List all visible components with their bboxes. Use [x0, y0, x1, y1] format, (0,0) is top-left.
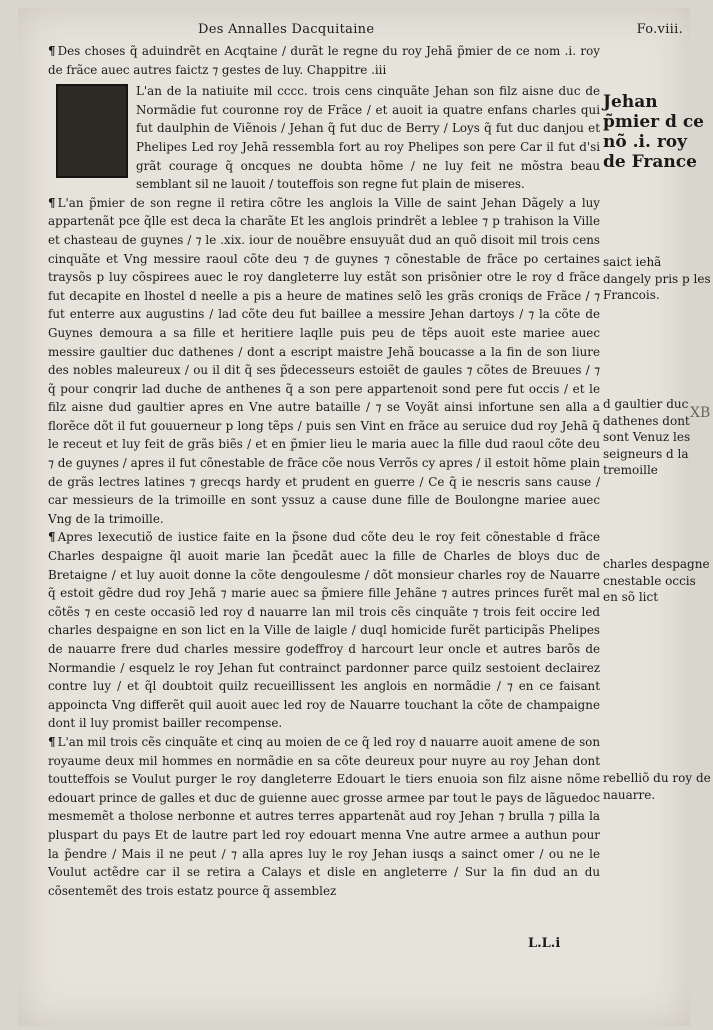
pilcrow-icon: ¶	[48, 195, 56, 210]
book-page	[18, 8, 711, 1026]
marginal-note: rebelliõ du roy de nauarre.	[603, 771, 711, 802]
marginal-note: saict iehã dangely pris p les Francois.	[603, 255, 711, 302]
marginal-note: d gaultier duc dathenes dont sont Venuz les seigneurs d la tremoille	[603, 397, 691, 477]
marginal-note: charles despagne cnestable occis en sõ lict	[603, 557, 710, 604]
folio-number: Fo.viii.	[636, 22, 683, 37]
signature-mark: L.L.i	[528, 936, 561, 951]
paragraph: ¶ L'an mil trois cẽs cinquãte et cinq au moien de ce q̃ led roy d nauarre auoit amene de son royaume deux mil hommes en normãdie en sa cõte deureux pour nuyre au roy Jehan dont toutteffois se Voulut purger le roy dangleterre Edouart le tiers enuoia son filz aisne nõme edouart prince de galles et duc de guienne auec grosse armee par tout le pays de lãguedoc mesmemẽt a tholose nerbonne et autres terres appartenãt aud roy Jehan ⁊ brulla ⁊ pilla la pluspart du pays Et de lautre part led roy edouart menna Vne autre armee a authun pour la p̃endre / Mais il ne peut / ⁊ alla apres luy le roy Jehan iusqs a sainct omer / ou ne le Voulut actẽdre car il se retira a Calays et disle en angleterre / Sur la fin dud an du cõsentemẽt des trois estatz pource q̃ assemblez	[48, 734, 600, 898]
paragraph: ¶ Apres lexecutiõ de iustice faite en la p̃sone dud cõte deu le roy feit cõnestable d frãce Charles despaigne q̃l auoit marie lan p̃cedãt auec la fille de Charles de bloys duc de Bretaigne / et luy auoit donne la cõte dengoulesme / dõt monsieur charles roy de Nauarre q̃ estoit gẽdre dud roy Jehã ⁊ marie auec sa p̃miere fille Jehãne ⁊ autres princes furẽt mal cõtẽs ⁊ en ceste occasiõ led roy d nauarre lan mil trois cẽs cinquãte ⁊ trois feit occire led charles despaigne en son lict en la Ville de laigle / duql homicide furẽt participãs Phelipes de nauarre frere dud charles messire godeffroy d harcourt leur oncle et autres barõs de Normandie / esquelz le roy Jehan fut contrainct pardonner parce quilz sestoient declairez contre luy / et q̃l doubtoit quilz recueillissent les anglois en normãdie / ⁊ en ce faisant appoincta Vng differẽt quil auoit auec led roy de Nauarre touchant la cõte de champaigne dont il luy promist bailler recompense.	[48, 530, 600, 731]
pencil-annotation: XB	[690, 405, 711, 421]
marginal-note: Jehan p̃mier d ce nõ .i. roy de France	[603, 92, 704, 172]
paragraph: L'an de la natiuite mil cccc. trois cens cinquãte Jehan son filz aisne duc de Normãdie fut couronne roy de Frãce / et auoit ia quatre enfans charles qui fut daulphin de Viẽnois / Jehan q̃ fut duc de Berry / Loys q̃ fut duc danjou et Phelipes Led roy Jehã ressembla fort au roy Phelipes son pere Car il fut d'si grãt courage q̃ oncques ne doubta hõme / ne luy feit ne mõstra beau semblant sil ne lauoit / touteffois son regne fut plain de miseres.	[48, 82, 600, 194]
pilcrow-icon: ¶	[48, 44, 56, 58]
chapter-heading: ¶ Des choses q̃ aduindrẽt en Acqtaine / durãt le regne du roy Jehã p̃mier de ce nom .i. roy de frãce auec autres faictz ⁊ gestes de luy. Chappitre .iii	[48, 44, 600, 77]
running-title: Des Annalles Dacquitaine	[198, 22, 375, 37]
main-text	[48, 42, 600, 900]
decorated-initial-icon	[56, 84, 128, 178]
pilcrow-icon: ¶	[48, 530, 56, 545]
pilcrow-icon: ¶	[48, 734, 56, 749]
paragraph: ¶ L'an p̃mier de son regne il retira cõtre les anglois la Ville de saint Jehan Dãgely a luy appartenãt pce q̃lle est deca la charãte Et les anglois prindrẽt a leblee ⁊ p trahison la Ville et chasteau de guynes / ⁊ le .xix. iour de nouẽbre ensuyuãt dud an quõ disoit mil trois cens cinquãte et Vng messire raoul cõte deu ⁊ de guynes ⁊ cõnestable de frãce po certaines traysõs p luy cõspirees auec le roy dangleterre luy estãt son prisõnier otre le roy d frãce fut decapite en lhostel d neelle a pis a heure de matines selõ les grãs croniqs de Frãce / ⁊ fut enterre aux augustins / lad cõte deu fut baillee a messire Jehan dartoys / ⁊ la cõte de Guynes demoura a sa fille et heritiere laqlle puis peu de tẽps auoit este mariee auec messire gaultier duc dathenes / dont a escript maistre Jehã boucasse a la fin de son liure des nobles maleureux / ou il dit q̃ ses p̃decesseurs estoiẽt de gaules ⁊ cõtes de Breuues / ⁊ q̃ pour conqrir lad duche de anthenes q̃ a son pere appartenoit sond pere fut occis / et le filz aisne dud gaultier apres en Vne autre bataille / ⁊ se Voyãt ainsi infortune sen alla a florẽce dõt il fut gouuerneur p long tẽps / puis sen Vint en frãce au seruice dud roy Jehã q̃ le receut et luy feit de grãs biẽs / et en p̃mier lieu le maria auec la fille dud raoul cõte deu ⁊ de guynes / apres il fut cõnestable de frãce cõe nous Verrõs cy apres / il estoit hõme plain de grãs lectres latines ⁊ grecqs hardy et prudent en guerre / Ce q̃ ie nescris sans cause / car messieurs de la trimoille en sont yssuz a cause dune fille de Boulongne mariee auec Vng de la trimoille.	[48, 195, 600, 526]
